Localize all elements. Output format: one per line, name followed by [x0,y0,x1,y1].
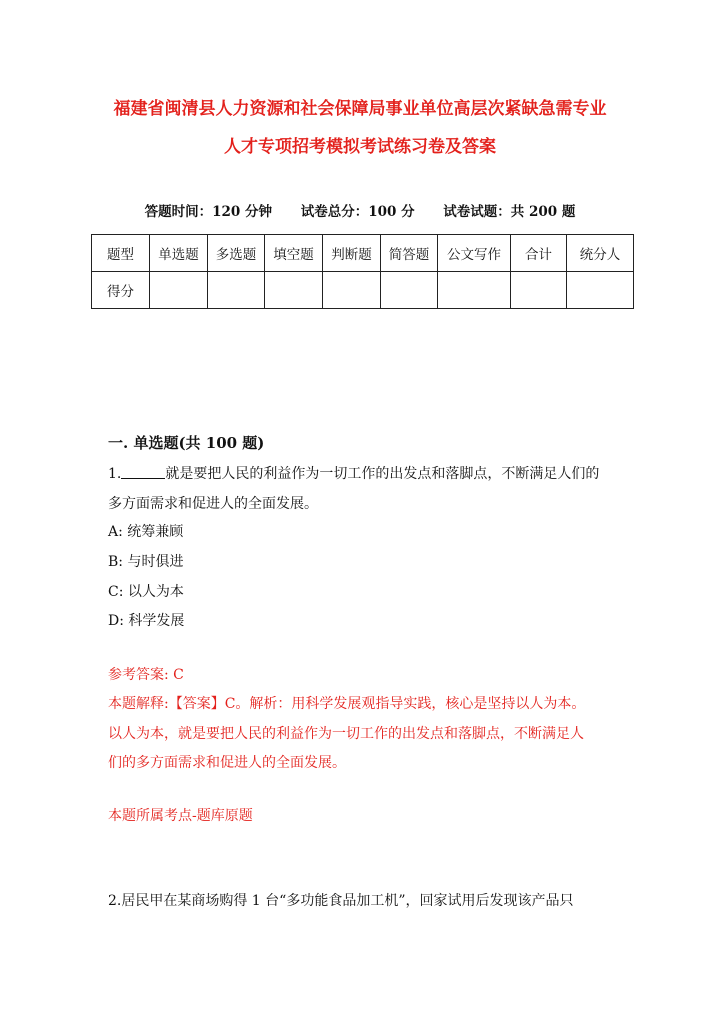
question-2-stem: 2.居民甲在某商场购得 1 台“多功能食品加工机”，回家试用后发现该产品只 [108,893,574,909]
exam-total-score: 试卷总分：100 分 [300,204,415,220]
header-cell: 单选题 [150,235,208,272]
exam-meta [60,200,660,220]
option-b: B: 与时俱进 [108,554,184,570]
explanation-line-2: 以人为本，就是要把人民的利益作为一切工作的出发点和落脚点，不断满足人 [108,726,584,742]
question-1-stem [108,459,608,489]
question-number: 1. [108,466,122,482]
score-table-header-row [92,235,634,272]
score-cell [438,272,511,309]
explanation-line-3: 们的多方面需求和促进人的全面发展。 [108,755,346,771]
score-table [91,234,634,309]
header-cell: 判断题 [323,235,381,272]
header-cell: 合计 [511,235,567,272]
score-cell [150,272,208,309]
header-cell: 题型 [92,235,150,272]
header-cell: 多选题 [208,235,265,272]
row-label: 得分 [92,272,150,309]
question-stem-text: 就是要把人民的利益作为一切工作的出发点和落脚点，不断满足人们的 [165,466,600,482]
question-1-stem-cont: 多方面需求和促进人的全面发展。 [108,496,318,512]
score-cell [208,272,265,309]
score-cell [567,272,634,309]
explanation-line-1: 本题解释:【答案】C。解析：用科学发展观指导实践，核心是坚持以人为本。 [108,696,586,712]
option-c: C: 以人为本 [108,584,184,600]
score-cell [265,272,323,309]
exam-question-count: 试卷试题：共 200 题 [443,204,576,220]
answer-blank [121,464,165,479]
header-cell: 公文写作 [438,235,511,272]
score-cell [381,272,438,309]
header-cell: 填空题 [265,235,323,272]
reference-answer: 参考答案: C [108,667,184,683]
doc-title-line-2: 人才专项招考模拟考试练习卷及答案 [224,137,496,157]
section-title: 一. 单选题(共 100 题) [108,434,265,452]
score-table-score-row [92,272,634,309]
header-cell: 简答题 [381,235,438,272]
option-d: D: 科学发展 [108,613,185,629]
score-cell [511,272,567,309]
doc-title-line-1: 福建省闽清县人力资源和社会保障局事业单位高层次紧缺急需专业 [113,99,607,119]
score-cell [323,272,381,309]
question-source: 本题所属考点-题库原题 [108,808,253,824]
option-a: A: 统筹兼顾 [108,524,184,540]
header-cell: 统分人 [567,235,634,272]
exam-time: 答题时间：120 分钟 [144,204,272,220]
